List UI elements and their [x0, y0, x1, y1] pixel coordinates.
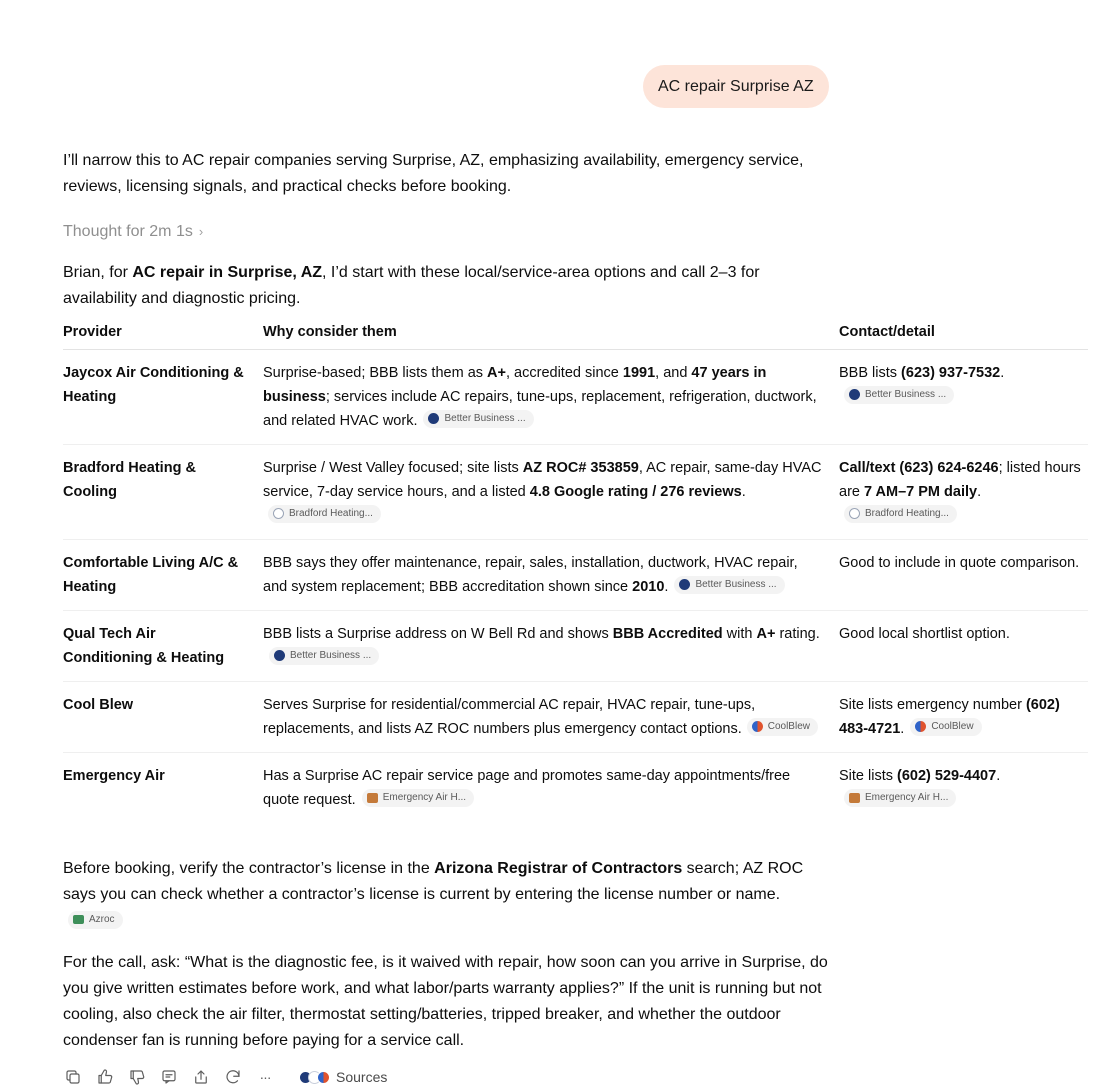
source-chip-label: Bradford Heating...	[865, 507, 949, 519]
emerg-favicon-icon	[849, 793, 860, 803]
azroc-favicon-icon	[73, 915, 84, 924]
bold-text: (623) 937-7532	[901, 365, 1001, 381]
more-options-icon[interactable]: ···	[259, 1069, 271, 1085]
provider-why	[263, 445, 839, 540]
provider-contact	[839, 445, 1088, 540]
globe-favicon-icon	[273, 508, 284, 519]
provider-name: Qual Tech Air Conditioning & Heating	[63, 611, 263, 682]
provider-contact	[839, 350, 1088, 445]
lead-bold: AC repair in Surprise, AZ	[132, 264, 323, 281]
bold-text: AZ ROC# 353859	[522, 460, 639, 476]
regenerate-icon[interactable]	[223, 1067, 243, 1087]
header-contact: Contact/detail	[839, 320, 1088, 350]
cell-text: Surprise-based; BBB lists them as	[263, 365, 488, 381]
source-chip-label: Emergency Air H...	[382, 792, 467, 803]
source-chip[interactable]	[910, 718, 981, 736]
cell-text: , AC repair, same-day HVAC service, 7-day service hours, and a listed	[263, 460, 822, 500]
assistant-intro: I’ll narrow this to AC repair companies serving Surprise, AZ, emphasizing availability, emergency service, reviews, licensing signals, and practical checks before booking.	[63, 152, 804, 195]
provider-why	[263, 350, 839, 445]
copy-icon[interactable]	[63, 1067, 83, 1087]
cell-text: Good local shortlist option.	[839, 626, 1010, 642]
sources-button[interactable]	[299, 1069, 387, 1085]
source-chip-label: Emergency Air H...	[865, 792, 949, 803]
thumbs-down-icon[interactable]	[127, 1067, 147, 1087]
thumbs-up-icon[interactable]	[95, 1067, 115, 1087]
message-actions	[63, 1067, 387, 1087]
source-chip-label: CoolBlew	[931, 720, 974, 732]
cell-text: Serves Surprise for residential/commercial AC repair, HVAC repair, tune-ups, replacements, and lists AZ ROC numbers plus emergency contact options.	[263, 697, 756, 737]
provider-name: Bradford Heating & Cooling	[63, 445, 263, 540]
bold-text: A+	[756, 626, 776, 642]
thought-label: Thought for 2m 1s	[63, 223, 193, 240]
globe-favicon-icon	[849, 508, 860, 519]
provider-contact	[839, 753, 1088, 824]
cell-text: .	[1000, 365, 1005, 381]
cell-text: , accredited since	[506, 365, 623, 381]
verify-text: Before booking, verify the contractor’s license in the	[63, 860, 435, 877]
cell-text: rating.	[775, 626, 820, 642]
source-chip-label: CoolBlew	[767, 720, 810, 732]
bbb-favicon-icon	[428, 413, 439, 424]
coolblew-favicon-icon	[317, 1071, 330, 1084]
bold-text: 7 AM–7 PM daily	[864, 484, 978, 500]
source-chip-label: Better Business ...	[444, 412, 526, 424]
source-chip[interactable]	[269, 647, 379, 665]
source-chip[interactable]	[362, 789, 474, 807]
cell-text: .	[996, 768, 1001, 784]
verify-license-paragraph	[63, 856, 833, 934]
user-message-bubble: AC repair Surprise AZ	[643, 65, 829, 108]
cell-text: BBB says they offer maintenance, repair, sales, installation, ductwork, HVAC repair, and system replacement; BBB accreditation shown since	[263, 555, 798, 595]
source-chip-label: Azroc	[89, 913, 115, 925]
provider-why	[263, 753, 839, 824]
source-chip-label: Better Business ...	[865, 388, 947, 400]
source-chip[interactable]	[268, 505, 381, 523]
call-tips-paragraph: For the call, ask: “What is the diagnostic fee, is it waived with repair, how soon can you arrive in Surprise, do you give written estimates before work, and what labor/parts warranty applies?” If the unit is running but not cooling, also check the air filter, thermostat setting/batteries, tripped breaker, and whether the outdoor condenser fan is running before paying for a service call.	[63, 954, 828, 1049]
source-favicons	[299, 1071, 330, 1084]
lead-text: , I’d start with these local/service-area options and call 2–3 for availability and diagnostic pricing.	[63, 264, 760, 307]
verify-text: search; AZ ROC says you can check whether a contractor’s license is current by entering the license number or name.	[63, 860, 804, 903]
verify-bold: Arizona Registrar of Contractors	[434, 860, 683, 877]
bold-text: 4.8 Google rating / 276 reviews	[529, 484, 742, 500]
table-row	[63, 753, 1088, 824]
cell-text: Has a Surprise AC repair service page and promotes same-day appointments/free quote request.	[263, 768, 791, 808]
assistant-lead	[63, 260, 833, 312]
cell-text: ; listed hours are	[839, 460, 1081, 500]
header-provider: Provider	[63, 320, 263, 350]
provider-name: Jaycox Air Conditioning & Heating	[63, 350, 263, 445]
lead-text: Brian, for	[63, 264, 133, 281]
cool-favicon-icon	[752, 721, 763, 732]
bold-text: 1991	[622, 365, 656, 381]
table-row	[63, 350, 1088, 445]
cell-text: .	[741, 484, 746, 500]
cell-text: Good to include in quote comparison.	[839, 555, 1080, 571]
source-chip-label: Bradford Heating...	[289, 507, 373, 519]
table-row	[63, 540, 1088, 611]
cell-text: Site lists	[839, 768, 898, 784]
provider-contact	[839, 540, 1088, 611]
bold-text: BBB Accredited	[612, 626, 723, 642]
share-icon[interactable]	[191, 1067, 211, 1087]
header-why: Why consider them	[263, 320, 839, 350]
source-chip[interactable]	[747, 718, 818, 736]
cell-text: BBB lists a Surprise address on W Bell Rd and shows	[263, 626, 613, 642]
source-chip[interactable]	[844, 789, 956, 807]
cool-favicon-icon	[915, 721, 926, 732]
bbb-favicon-icon	[274, 650, 285, 661]
table-row	[63, 445, 1088, 540]
provider-contact	[839, 611, 1088, 682]
provider-name: Emergency Air	[63, 768, 165, 784]
cell-text: Surprise / West Valley focused; site lists	[263, 460, 523, 476]
source-chip-label: Better Business ...	[290, 649, 372, 661]
source-chip[interactable]	[68, 911, 123, 929]
table-header-row	[63, 320, 1088, 350]
cell-text: ; services include AC repairs, tune-ups, replacement, refrigeration, ductwork, and related HVAC work.	[263, 389, 817, 429]
provider-name: Cool Blew	[63, 682, 263, 753]
provider-name: Comfortable Living A/C & Heating	[63, 540, 263, 611]
source-chip[interactable]	[674, 576, 784, 594]
bold-text: Call/text (623) 624-6246	[839, 460, 999, 476]
bold-text: 47 years in business	[263, 365, 767, 405]
chevron-right-icon: ›	[198, 224, 204, 239]
provider-why	[263, 682, 839, 753]
cell-text: .	[900, 721, 905, 737]
bold-text: (602) 483-4721	[839, 697, 1060, 737]
table-row	[63, 611, 1088, 682]
provider-why	[263, 611, 839, 682]
table-body	[63, 350, 1088, 824]
cell-text: Site lists emergency number	[839, 697, 1026, 713]
thought-toggle[interactable]	[63, 221, 203, 243]
bbb-favicon-icon	[679, 579, 690, 590]
cell-text: .	[977, 484, 982, 500]
provider-why	[263, 540, 839, 611]
comment-icon[interactable]	[159, 1067, 179, 1087]
provider-contact	[839, 682, 1088, 753]
cell-text: BBB lists	[839, 365, 902, 381]
cell-text: .	[664, 579, 669, 595]
cell-text: , and	[655, 365, 692, 381]
source-chip[interactable]	[423, 410, 533, 428]
sources-label: Sources	[336, 1069, 388, 1085]
source-chip-label: Better Business ...	[695, 578, 777, 590]
bold-text: A+	[487, 365, 506, 381]
bold-text: 2010	[632, 579, 665, 595]
table-row	[63, 682, 1088, 753]
bold-text: (602) 529-4407	[897, 768, 997, 784]
cell-text: with	[722, 626, 757, 642]
providers-table	[63, 320, 1088, 823]
bbb-favicon-icon	[849, 389, 860, 400]
emerg-favicon-icon	[367, 793, 378, 803]
source-chip[interactable]	[844, 505, 957, 523]
source-chip[interactable]	[844, 386, 954, 404]
